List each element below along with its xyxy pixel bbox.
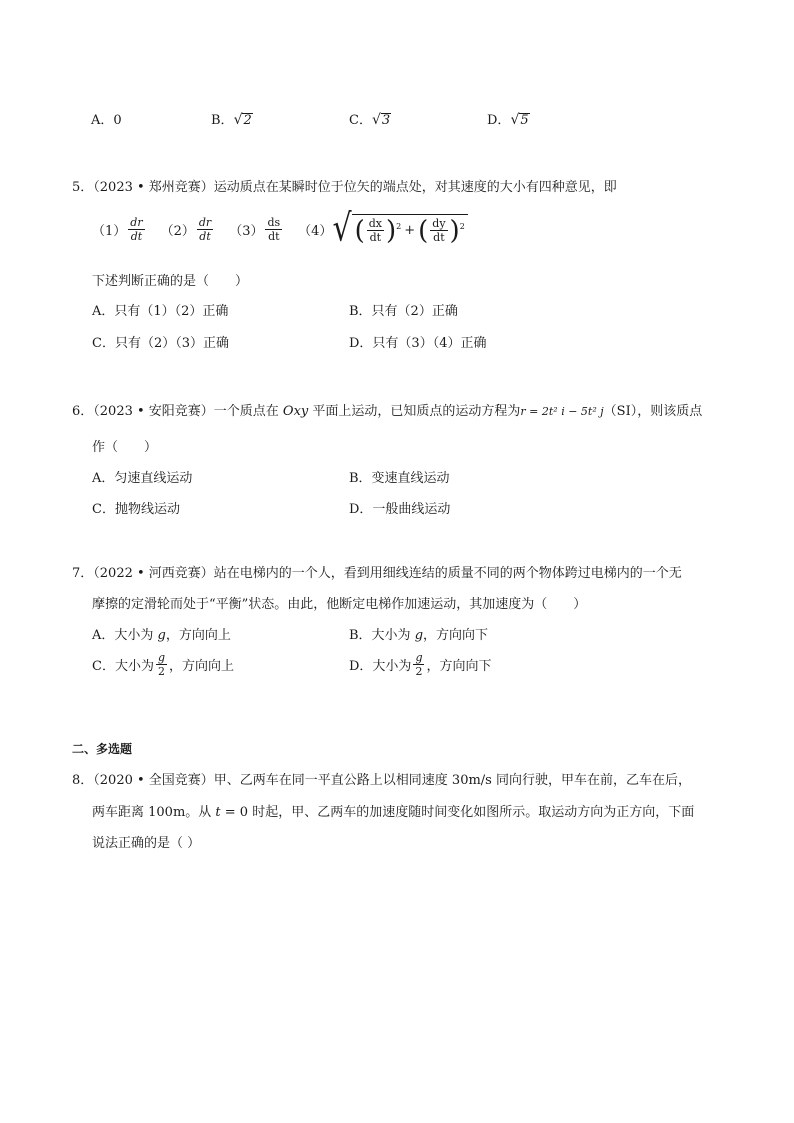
q5-option-a: A．只有（1）（2）正确	[92, 304, 229, 319]
q5-option-c: C．只有（2）（3）正确	[92, 336, 229, 351]
q6-line2: 作（ ）	[92, 440, 158, 455]
q5-frac-3: $\frac{ds}{dt}$	[267, 215, 281, 243]
q6-option-b: B．变速直线运动	[349, 471, 450, 486]
q6-option-d: D．一般曲线运动	[349, 502, 451, 517]
q7-option-d: D．大小为 $\frac{g}{2}$ ，方向向下	[349, 651, 492, 678]
q4-option-b: B． √ 2	[211, 111, 252, 128]
q5-option-d: D．只有（3）（4）正确	[349, 336, 487, 351]
q7-option-b: B．大小为 g，方向向下	[349, 628, 489, 643]
q4-option-c: C． √ 3	[349, 111, 391, 128]
q7-line1: 7．（2022 • 河西竞赛）站在电梯内的一个人，看到用细线连结的质量不同的两个物体跨过电梯内的一个无	[72, 566, 682, 581]
q5-big-sqrt: √ ( $\frac{dx}{dt}$ ) 2 + ( $\frac{dy}{dt}$ ) 2	[332, 214, 467, 244]
q6-equation: r = 2t² i − 5t² j	[520, 405, 604, 418]
q5-frac-1: $\frac{dr}{dt}$	[130, 215, 143, 243]
q5-expressions: （1） $\frac{dr}{dt}$ （2） $\frac{dr}{dt}$ （3） $\frac{ds}{dt}$ （4） √ ( $\frac{dx}{dt}$ ) 2 + ( $\frac{dy}{dt}$ ) 2	[92, 214, 468, 244]
q6-stem: 6．（2023 • 安阳竞赛）一个质点在 Oxy 平面上运动，已知质点的运动方程为r = 2t² i − 5t² j（SI），则该质点	[72, 404, 703, 419]
sqrt-2: √ 2	[233, 111, 252, 128]
section-heading-multi-choice: 二、多选题	[72, 742, 133, 756]
q7-option-a: A．大小为 g，方向向上	[92, 628, 231, 643]
q4-option-d: D． √ 5	[487, 111, 529, 128]
q5-ask: 下述判断正确的是（ ）	[92, 274, 249, 289]
q7-option-c: C．大小为 $\frac{g}{2}$ ，方向向上	[92, 651, 235, 678]
q8-line1: 8．（2020 • 全国竞赛）甲、乙两车在同一平直公路上以相同速度 30m/s 同向行驶，甲车在前，乙车在后，	[72, 773, 691, 788]
q6-option-a: A．匀速直线运动	[92, 471, 193, 486]
q8-line3: 说法正确的是（ ）	[92, 836, 201, 851]
q5-option-b: B．只有（2）正确	[349, 304, 458, 319]
q5-stem: 5．（2023 • 郑州竞赛）运动质点在某瞬时位于位矢的端点处，对其速度的大小有四种意见，即	[72, 180, 617, 195]
q4-option-a: A．0	[91, 113, 122, 128]
q7-line2: 摩擦的定滑轮而处于“平衡”状态。由此，他断定电梯作加速运动，其加速度为（ ）	[92, 597, 587, 612]
q5-frac-2: $\frac{dr}{dt}$	[198, 215, 212, 243]
sqrt-3: √ 3	[371, 111, 391, 128]
q6-option-c: C．抛物线运动	[92, 502, 180, 517]
sqrt-5: √ 5	[510, 111, 529, 128]
q8-line2: 两车距离 100m。从 t = 0 时起，甲、乙两车的加速度随时间变化如图所示。取运动方向为正方向，下面	[92, 805, 695, 820]
